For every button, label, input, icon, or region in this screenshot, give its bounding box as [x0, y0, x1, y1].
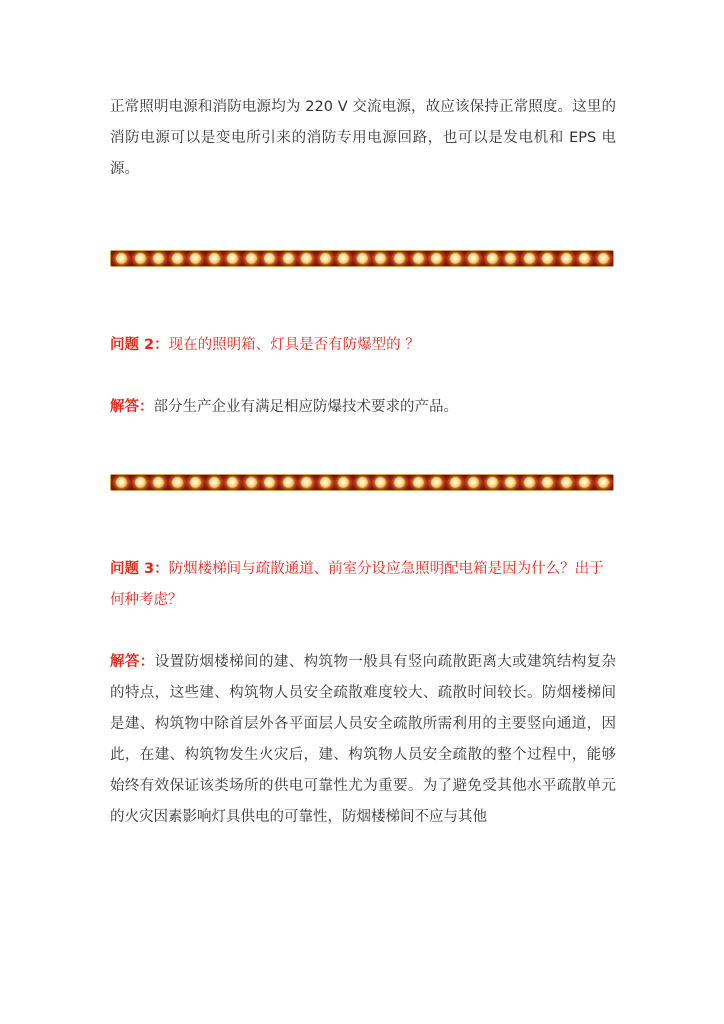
question-2-label: 问题 2：: [110, 337, 169, 353]
bulb-icon: [153, 477, 164, 488]
answer-3-label: 解答：: [110, 654, 155, 670]
bulb-icon: [246, 477, 257, 488]
bulb-icon: [227, 477, 238, 488]
answer-2: [110, 392, 616, 423]
bulb-icon: [542, 253, 553, 264]
bulb-icon: [301, 253, 312, 264]
bulb-icon: [413, 253, 424, 264]
bulb-icon: [468, 477, 479, 488]
bulb-icon: [375, 253, 386, 264]
bulb-icon: [505, 477, 516, 488]
bulb-icon: [487, 477, 498, 488]
bulb-icon: [190, 477, 201, 488]
bulb-icon: [338, 477, 349, 488]
bulb-icon: [246, 253, 257, 264]
light-bulb-divider: [110, 250, 614, 267]
bulb-icon: [227, 253, 238, 264]
answer-3: [110, 647, 616, 833]
bulb-icon: [524, 253, 535, 264]
bulb-icon: [320, 477, 331, 488]
bulb-icon: [431, 253, 442, 264]
bulb-icon: [413, 477, 424, 488]
bulb-icon: [320, 253, 331, 264]
question-3-text: 防烟楼梯间与疏散通道、前室分设应急照明配电箱是因为什么？出于何种考虑？: [110, 561, 604, 608]
answer-2-label: 解答：: [110, 399, 154, 415]
bulb-icon: [468, 253, 479, 264]
bulb-icon: [283, 477, 294, 488]
bulb-icon: [598, 477, 609, 488]
answer-2-text: 部分生产企业有满足相应防爆技术要求的产品。: [153, 399, 458, 415]
bulb-icon: [135, 253, 146, 264]
bulb-icon: [190, 253, 201, 264]
answer-3-text: 设置防烟楼梯间的建、构筑物一般具有竖向疏散距离大或建筑结构复杂的特点，这些建、构筑物人员安全疏散难度较大、疏散时间较长。防烟楼梯间是建、构筑物中除首层外各平面层人员安全疏散所需利用的主要竖向通道，因此，在建、构筑物发生火灾后，建、构筑物人员安全疏散的整个过程中，能够始终有效保证该类场所的供电可靠性尤为重要。为了避免受其他水平疏散单元的火灾因素影响灯具供电的可靠性，防烟楼梯间不应与其他: [110, 654, 617, 825]
bulb-icon: [357, 477, 368, 488]
bulb-icon: [301, 477, 312, 488]
bulb-icon: [487, 253, 498, 264]
bulb-icon: [561, 477, 572, 488]
bulb-icon: [172, 477, 183, 488]
bulb-icon: [450, 253, 461, 264]
question-2-text: 现在的照明箱、灯具是否有防爆型的 ？: [168, 337, 420, 353]
intro-paragraph: 正常照明电源和消防电源均为 220 V 交流电源，故应该保持正常照度。这里的消防电源可以是变电所引来的消防专用电源回路，也可以是发电机和 EPS 电源。: [110, 99, 616, 177]
bulb-icon: [431, 477, 442, 488]
bulb-icon: [579, 253, 590, 264]
question-2: [110, 330, 616, 361]
question-3: [110, 554, 616, 616]
bulb-icon: [394, 253, 405, 264]
bulb-icon: [264, 253, 275, 264]
bulb-icon: [394, 477, 405, 488]
bulb-icon: [116, 477, 127, 488]
bulb-icon: [450, 477, 461, 488]
bulb-icon: [542, 477, 553, 488]
light-bulb-divider: [110, 474, 614, 491]
document-body: [110, 92, 616, 833]
bulb-icon: [209, 477, 220, 488]
bulb-icon: [598, 253, 609, 264]
bulb-icon: [357, 253, 368, 264]
bulb-icon: [264, 477, 275, 488]
bulb-icon: [135, 477, 146, 488]
bulb-icon: [524, 477, 535, 488]
bulb-icon: [209, 253, 220, 264]
bulb-icon: [172, 253, 183, 264]
bulb-icon: [561, 253, 572, 264]
bulb-icon: [116, 253, 127, 264]
bulb-icon: [579, 477, 590, 488]
bulb-icon: [283, 253, 294, 264]
bulb-icon: [375, 477, 386, 488]
bulb-icon: [153, 253, 164, 264]
bulb-icon: [338, 253, 349, 264]
question-3-label: 问题 3：: [110, 561, 169, 577]
bulb-icon: [505, 253, 516, 264]
